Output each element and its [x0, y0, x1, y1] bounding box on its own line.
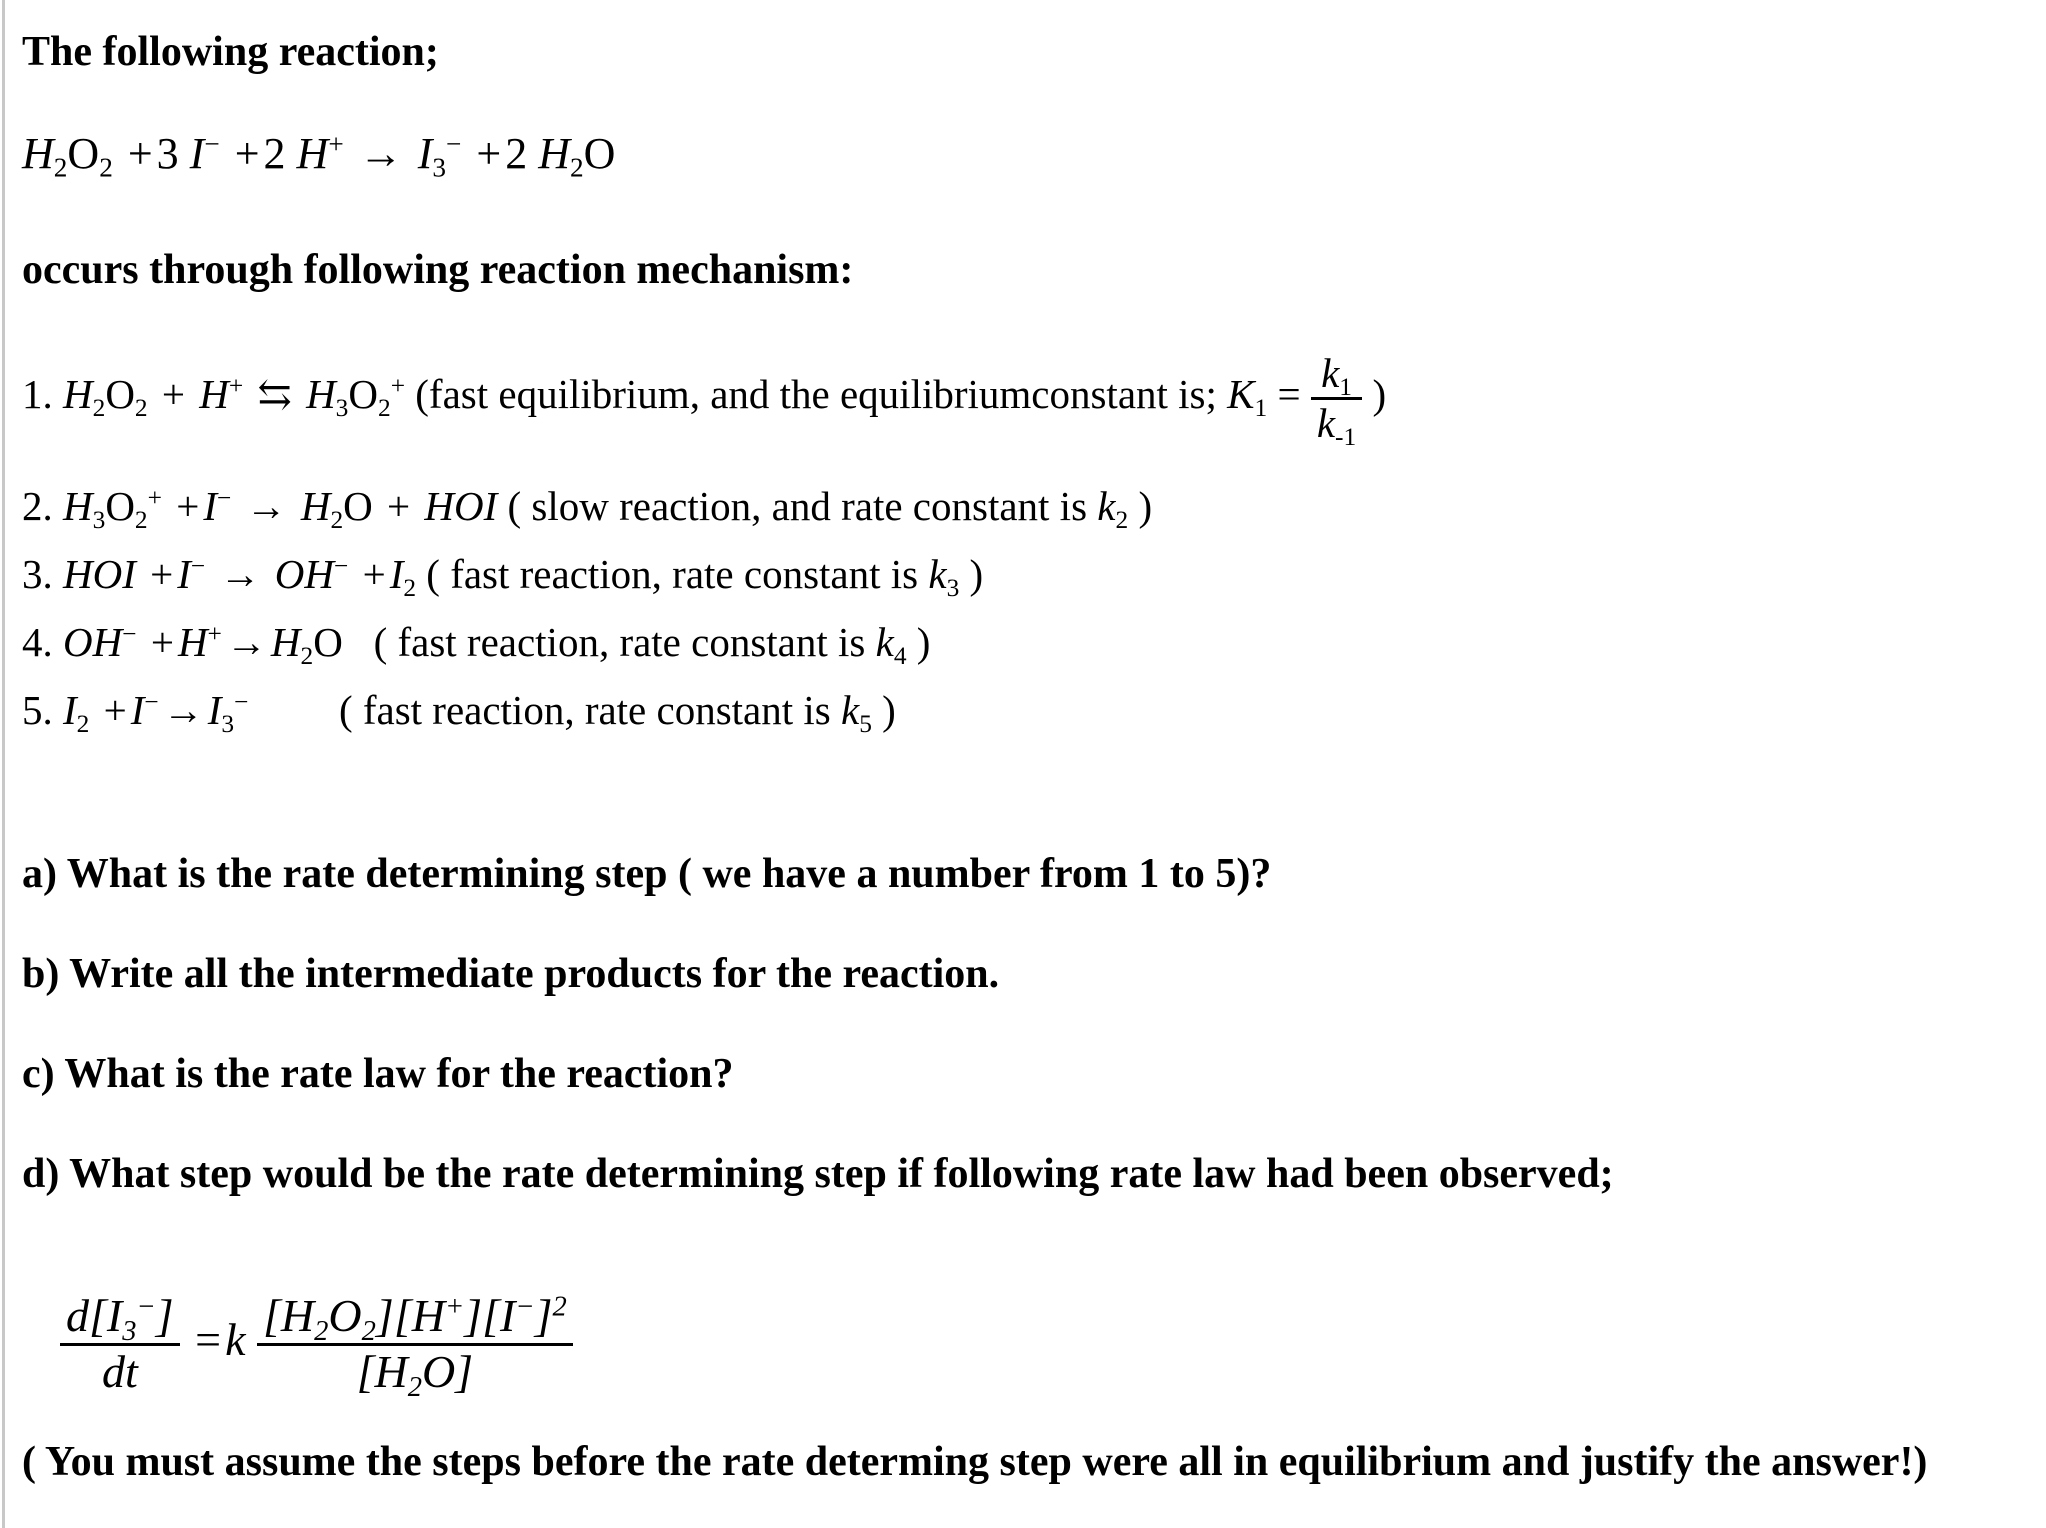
rate-rhs-fraction: $\frac{[H_2O_2][H^+][I^-]^2}{[H_2O]}$	[257, 1290, 573, 1399]
question-d: d) What step would be the rate determining step if following rate law had been observed;	[22, 1151, 1614, 1197]
mechanism-step-1: 1. $H_2O_2 + H^+$ ⇆ $H_3O_2^+$ (fast equilibrium, and the equilibriumconstant is; $K_1$ = $\frac{k_1}{k_{-1}}$ )	[22, 350, 1387, 452]
equilibrium-constant-fraction: $\frac{k_1}{k_{-1}}$	[1311, 350, 1362, 447]
mechanism-step-4: 4. $OH^- +H^+\to H_2O$ ( fast reaction, rate constant is $k_4$ )	[22, 619, 931, 671]
intro-text: The following reaction;	[22, 29, 439, 75]
mechanism-step-2: 2. $H_3O_2^+ +I^- \to H_2O$ + HOI ( slow reaction, and rate constant is $k_2$ )	[22, 483, 1153, 535]
question-b: b) Write all the intermediate products for the reaction.	[22, 951, 1000, 997]
rate-lhs-fraction: $\frac{d[I_3^-]}{dt}$	[60, 1290, 180, 1399]
assumption-note: ( You must assume the steps before the rate determing step were all in equilibrium and justify the answer!)	[22, 1439, 1928, 1485]
observed-rate-law: $\frac{d[I_3^-]}{dt}$ =k $\frac{[H_2O_2][H^+][I^-]^2}{[H_2O]}$	[60, 1290, 573, 1399]
mechanism-heading: occurs through following reaction mechanism:	[22, 247, 854, 293]
mechanism-step-3: 3. HOI $+I^- \to OH^- +I_2$ ( fast reaction, rate constant is $k_3$ )	[22, 551, 984, 603]
left-margin-rule	[2, 0, 5, 1528]
mechanism-step-5: 5. $I_2 +I^-\to I_3^-$ ( fast reaction, rate constant is $k_5$ )	[22, 687, 896, 739]
overall-reaction: $H_2O_2 +3$ I− +2 $H^+ \to I_3^- +2$ $H_2O$	[22, 129, 616, 183]
question-c: c) What is the rate law for the reaction?	[22, 1051, 734, 1097]
question-a: a) What is the rate determining step ( we have a number from 1 to 5)?	[22, 851, 1272, 897]
